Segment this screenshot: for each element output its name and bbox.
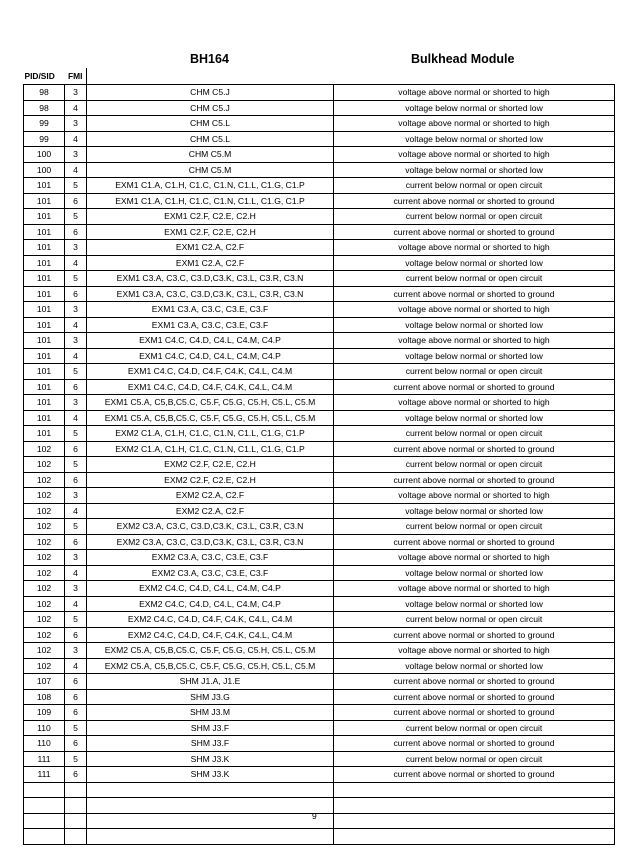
table-header-row <box>24 68 615 85</box>
fmi-cell <box>65 813 87 829</box>
fault-code-table <box>23 68 615 845</box>
connector-pins-cell: EXM1 C4.C, C4.D, C4.L, C4.M, C4.P <box>87 348 334 364</box>
table-row <box>24 751 615 767</box>
connector-pins-cell: EXM2 C3.A, C3.C, C3.D,C3.K, C3.L, C3.R, C3.N <box>87 534 334 550</box>
pid-sid-cell: 102 <box>24 488 65 504</box>
table-row <box>24 193 615 209</box>
connector-pins-cell: EXM1 C2.A, C2.F <box>87 240 334 256</box>
table-row <box>24 116 615 132</box>
fmi-cell: 6 <box>65 441 87 457</box>
connector-pins-cell: EXM2 C5.A, C5,B,C5.C, C5.F, C5.G, C5.H, C5.L, C5.M <box>87 658 334 674</box>
fmi-cell: 6 <box>65 286 87 302</box>
pid-sid-cell: 102 <box>24 550 65 566</box>
fmi-cell: 3 <box>65 116 87 132</box>
fault-description-cell: voltage above normal or shorted to high <box>334 240 615 256</box>
fmi-cell: 4 <box>65 565 87 581</box>
fault-description-cell: current above normal or shorted to ground <box>334 193 615 209</box>
fault-description-cell: current above normal or shorted to ground <box>334 534 615 550</box>
table-row <box>24 658 615 674</box>
pid-sid-cell: 101 <box>24 286 65 302</box>
connector-pins-cell: EXM2 C1.A, C1.H, C1.C, C1.N, C1.L, C1.G, C1.P <box>87 426 334 442</box>
fault-description-cell: current below normal or open circuit <box>334 426 615 442</box>
table-row <box>24 209 615 225</box>
pid-sid-cell: 102 <box>24 627 65 643</box>
pid-sid-cell: 111 <box>24 767 65 783</box>
fmi-cell: 3 <box>65 395 87 411</box>
table-row <box>24 379 615 395</box>
connector-pins-cell <box>87 829 334 845</box>
fmi-cell <box>65 798 87 814</box>
fault-description-cell: voltage above normal or shorted to high <box>334 581 615 597</box>
pid-sid-cell <box>24 813 65 829</box>
fault-description-cell: voltage below normal or shorted low <box>334 503 615 519</box>
fault-description-cell: voltage above normal or shorted to high <box>334 395 615 411</box>
connector-pins-cell: SHM J3.M <box>87 705 334 721</box>
pid-sid-cell: 110 <box>24 720 65 736</box>
col-header-fmi: FMI <box>65 68 87 85</box>
fmi-cell: 3 <box>65 240 87 256</box>
connector-pins-cell: SHM J1.A, J1.E <box>87 674 334 690</box>
fault-description-cell: voltage below normal or shorted low <box>334 317 615 333</box>
table-row <box>24 426 615 442</box>
connector-pins-cell <box>87 813 334 829</box>
table-row <box>24 100 615 116</box>
fmi-cell: 3 <box>65 147 87 163</box>
connector-pins-cell: CHM C5.J <box>87 85 334 101</box>
connector-pins-cell: EXM1 C3.A, C3.C, C3.D,C3.K, C3.L, C3.R, C3.N <box>87 286 334 302</box>
fmi-cell: 6 <box>65 472 87 488</box>
fmi-cell: 4 <box>65 131 87 147</box>
table-row <box>24 457 615 473</box>
fmi-cell: 5 <box>65 519 87 535</box>
connector-pins-cell: EXM2 C2.F, C2.E, C2.H <box>87 457 334 473</box>
fault-description-cell: current below normal or open circuit <box>334 457 615 473</box>
table-row <box>24 441 615 457</box>
fault-description-cell: current above normal or shorted to ground <box>334 379 615 395</box>
table-row <box>24 286 615 302</box>
table-row <box>24 519 615 535</box>
connector-pins-cell: EXM2 C3.A, C3.C, C3.E, C3.F <box>87 550 334 566</box>
fmi-cell: 6 <box>65 224 87 240</box>
pid-sid-cell: 102 <box>24 534 65 550</box>
fmi-cell <box>65 782 87 798</box>
table-row <box>24 705 615 721</box>
col-header-blank <box>87 68 334 85</box>
fault-description-cell: voltage below normal or shorted low <box>334 410 615 426</box>
fault-description-cell: voltage above normal or shorted to high <box>334 643 615 659</box>
table-row <box>24 271 615 287</box>
fmi-cell: 6 <box>65 627 87 643</box>
pid-sid-cell: 102 <box>24 457 65 473</box>
pid-sid-cell: 102 <box>24 472 65 488</box>
connector-pins-cell: EXM2 C4.C, C4.D, C4.L, C4.M, C4.P <box>87 596 334 612</box>
pid-sid-cell: 102 <box>24 643 65 659</box>
fault-description-cell: current above normal or shorted to ground <box>334 674 615 690</box>
connector-pins-cell: EXM2 C4.C, C4.D, C4.F, C4.K, C4.L, C4.M <box>87 612 334 628</box>
pid-sid-cell: 101 <box>24 395 65 411</box>
table-row <box>24 364 615 380</box>
connector-pins-cell: EXM1 C4.C, C4.D, C4.F, C4.K, C4.L, C4.M <box>87 364 334 380</box>
pid-sid-cell: 102 <box>24 441 65 457</box>
pid-sid-cell: 100 <box>24 162 65 178</box>
connector-pins-cell: EXM1 C5.A, C5,B,C5.C, C5.F, C5.G, C5.H, C5.L, C5.M <box>87 395 334 411</box>
fault-description-cell: current above normal or shorted to ground <box>334 224 615 240</box>
fault-description-cell: current above normal or shorted to ground <box>334 627 615 643</box>
table-row <box>24 565 615 581</box>
pid-sid-cell: 101 <box>24 240 65 256</box>
table-row <box>24 627 615 643</box>
fault-description-cell: voltage below normal or shorted low <box>334 596 615 612</box>
fmi-cell: 6 <box>65 193 87 209</box>
pid-sid-cell: 102 <box>24 503 65 519</box>
fmi-cell: 5 <box>65 364 87 380</box>
connector-pins-cell: SHM J3.K <box>87 767 334 783</box>
fault-description-cell: current above normal or shorted to ground <box>334 736 615 752</box>
table-row <box>24 596 615 612</box>
fmi-cell: 5 <box>65 209 87 225</box>
pid-sid-cell: 98 <box>24 100 65 116</box>
table-row <box>24 240 615 256</box>
connector-pins-cell: CHM C5.L <box>87 131 334 147</box>
connector-pins-cell: EXM2 C2.A, C2.F <box>87 488 334 504</box>
fmi-cell: 6 <box>65 379 87 395</box>
pid-sid-cell: 101 <box>24 426 65 442</box>
connector-pins-cell: SHM J3.G <box>87 689 334 705</box>
pid-sid-cell: 101 <box>24 364 65 380</box>
connector-pins-cell: SHM J3.K <box>87 751 334 767</box>
fmi-cell: 4 <box>65 503 87 519</box>
fault-description-cell <box>334 829 615 845</box>
fmi-cell: 4 <box>65 410 87 426</box>
module-code-title: BH164 <box>190 52 229 66</box>
table-row <box>24 736 615 752</box>
table-row <box>24 178 615 194</box>
pid-sid-cell: 109 <box>24 705 65 721</box>
connector-pins-cell: EXM1 C2.F, C2.E, C2.H <box>87 209 334 225</box>
connector-pins-cell: SHM J3.F <box>87 720 334 736</box>
table-row <box>24 147 615 163</box>
fmi-cell: 3 <box>65 581 87 597</box>
pid-sid-cell: 101 <box>24 317 65 333</box>
pid-sid-cell: 101 <box>24 178 65 194</box>
fault-description-cell: current below normal or open circuit <box>334 209 615 225</box>
fault-description-cell: voltage below normal or shorted low <box>334 131 615 147</box>
fmi-cell: 3 <box>65 488 87 504</box>
table-row <box>24 720 615 736</box>
col-header-pid-sid: PID/SID <box>24 68 65 85</box>
fault-description-cell: current above normal or shorted to ground <box>334 767 615 783</box>
table-row <box>24 131 615 147</box>
connector-pins-cell: CHM C5.M <box>87 162 334 178</box>
table-row <box>24 689 615 705</box>
fmi-cell: 3 <box>65 302 87 318</box>
table-row <box>24 348 615 364</box>
col-header-blank <box>334 68 615 85</box>
pid-sid-cell <box>24 798 65 814</box>
fmi-cell: 5 <box>65 457 87 473</box>
fault-description-cell: voltage above normal or shorted to high <box>334 550 615 566</box>
table-row <box>24 302 615 318</box>
table-row <box>24 224 615 240</box>
fault-description-cell: current below normal or open circuit <box>334 720 615 736</box>
fmi-cell: 4 <box>65 255 87 271</box>
connector-pins-cell: CHM C5.M <box>87 147 334 163</box>
fault-description-cell: current below normal or open circuit <box>334 612 615 628</box>
table-row <box>24 829 615 845</box>
table-row <box>24 581 615 597</box>
fault-description-cell: voltage above normal or shorted to high <box>334 302 615 318</box>
fmi-cell: 5 <box>65 271 87 287</box>
pid-sid-cell <box>24 782 65 798</box>
fmi-cell: 4 <box>65 348 87 364</box>
fmi-cell: 6 <box>65 689 87 705</box>
table-row <box>24 674 615 690</box>
table-row <box>24 767 615 783</box>
pid-sid-cell: 99 <box>24 116 65 132</box>
fmi-cell: 4 <box>65 162 87 178</box>
fmi-cell: 5 <box>65 178 87 194</box>
pid-sid-cell: 101 <box>24 193 65 209</box>
pid-sid-cell: 102 <box>24 612 65 628</box>
fault-description-cell: voltage above normal or shorted to high <box>334 488 615 504</box>
table-row <box>24 488 615 504</box>
fmi-cell: 6 <box>65 705 87 721</box>
fmi-cell: 4 <box>65 658 87 674</box>
fault-description-cell: current above normal or shorted to ground <box>334 689 615 705</box>
fmi-cell: 6 <box>65 674 87 690</box>
table-row <box>24 317 615 333</box>
connector-pins-cell: EXM2 C4.C, C4.D, C4.F, C4.K, C4.L, C4.M <box>87 627 334 643</box>
connector-pins-cell: EXM1 C5.A, C5,B,C5.C, C5.F, C5.G, C5.H, C5.L, C5.M <box>87 410 334 426</box>
connector-pins-cell: EXM1 C3.A, C3.C, C3.E, C3.F <box>87 302 334 318</box>
pid-sid-cell <box>24 829 65 845</box>
fmi-cell: 3 <box>65 333 87 349</box>
pid-sid-cell: 102 <box>24 565 65 581</box>
fault-description-cell: current above normal or shorted to ground <box>334 705 615 721</box>
fmi-cell: 6 <box>65 736 87 752</box>
fmi-cell: 6 <box>65 534 87 550</box>
pid-sid-cell: 111 <box>24 751 65 767</box>
table-row <box>24 643 615 659</box>
connector-pins-cell: EXM2 C2.A, C2.F <box>87 503 334 519</box>
pid-sid-cell: 102 <box>24 596 65 612</box>
fault-description-cell: voltage above normal or shorted to high <box>334 147 615 163</box>
connector-pins-cell: EXM1 C4.C, C4.D, C4.F, C4.K, C4.L, C4.M <box>87 379 334 395</box>
fmi-cell: 6 <box>65 767 87 783</box>
connector-pins-cell: EXM2 C4.C, C4.D, C4.L, C4.M, C4.P <box>87 581 334 597</box>
fault-description-cell: voltage below normal or shorted low <box>334 255 615 271</box>
connector-pins-cell: EXM1 C1.A, C1.H, C1.C, C1.N, C1.L, C1.G, C1.P <box>87 193 334 209</box>
pid-sid-cell: 108 <box>24 689 65 705</box>
fmi-cell: 3 <box>65 550 87 566</box>
module-name-title: Bulkhead Module <box>411 52 515 66</box>
pid-sid-cell: 101 <box>24 348 65 364</box>
table-row <box>24 333 615 349</box>
pid-sid-cell: 101 <box>24 379 65 395</box>
table-row <box>24 410 615 426</box>
fmi-cell: 5 <box>65 751 87 767</box>
connector-pins-cell: CHM C5.J <box>87 100 334 116</box>
connector-pins-cell: EXM2 C5.A, C5,B,C5.C, C5.F, C5.G, C5.H, C5.L, C5.M <box>87 643 334 659</box>
pid-sid-cell: 102 <box>24 581 65 597</box>
fault-description-cell <box>334 813 615 829</box>
table-row <box>24 85 615 101</box>
fault-description-cell: current below normal or open circuit <box>334 519 615 535</box>
fmi-cell: 5 <box>65 720 87 736</box>
table-row <box>24 550 615 566</box>
pid-sid-cell: 101 <box>24 224 65 240</box>
pid-sid-cell: 102 <box>24 658 65 674</box>
table-row <box>24 782 615 798</box>
table-row <box>24 534 615 550</box>
table-row <box>24 798 615 814</box>
fault-description-cell: current above normal or shorted to ground <box>334 286 615 302</box>
fault-description-cell: current below normal or open circuit <box>334 751 615 767</box>
pid-sid-cell: 101 <box>24 271 65 287</box>
fault-description-cell: voltage above normal or shorted to high <box>334 85 615 101</box>
fault-description-cell: voltage below normal or shorted low <box>334 658 615 674</box>
fault-description-cell: voltage below normal or shorted low <box>334 348 615 364</box>
connector-pins-cell: EXM1 C3.A, C3.C, C3.D,C3.K, C3.L, C3.R, C3.N <box>87 271 334 287</box>
fmi-cell: 4 <box>65 596 87 612</box>
connector-pins-cell <box>87 782 334 798</box>
table-row <box>24 255 615 271</box>
pid-sid-cell: 98 <box>24 85 65 101</box>
fmi-cell: 5 <box>65 612 87 628</box>
connector-pins-cell: EXM1 C3.A, C3.C, C3.E, C3.F <box>87 317 334 333</box>
fmi-cell: 4 <box>65 317 87 333</box>
fault-description-cell <box>334 798 615 814</box>
table-row <box>24 395 615 411</box>
fmi-cell <box>65 829 87 845</box>
page-number: 9 <box>312 811 317 821</box>
pid-sid-cell: 101 <box>24 255 65 271</box>
fault-description-cell: current above normal or shorted to ground <box>334 472 615 488</box>
pid-sid-cell: 99 <box>24 131 65 147</box>
fault-description-cell: current below normal or open circuit <box>334 364 615 380</box>
fault-description-cell: current below normal or open circuit <box>334 178 615 194</box>
pid-sid-cell: 107 <box>24 674 65 690</box>
pid-sid-cell: 101 <box>24 333 65 349</box>
pid-sid-cell: 110 <box>24 736 65 752</box>
connector-pins-cell: EXM1 C2.A, C2.F <box>87 255 334 271</box>
connector-pins-cell: EXM1 C1.A, C1.H, C1.C, C1.N, C1.L, C1.G, C1.P <box>87 178 334 194</box>
fmi-cell: 3 <box>65 85 87 101</box>
connector-pins-cell: SHM J3.F <box>87 736 334 752</box>
connector-pins-cell: EXM1 C2.F, C2.E, C2.H <box>87 224 334 240</box>
pid-sid-cell: 101 <box>24 302 65 318</box>
connector-pins-cell: EXM2 C3.A, C3.C, C3.E, C3.F <box>87 565 334 581</box>
fmi-cell: 3 <box>65 643 87 659</box>
table-row <box>24 162 615 178</box>
table-row <box>24 813 615 829</box>
pid-sid-cell: 101 <box>24 410 65 426</box>
connector-pins-cell: EXM2 C2.F, C2.E, C2.H <box>87 472 334 488</box>
fault-description-cell: current above normal or shorted to ground <box>334 441 615 457</box>
fault-description-cell: voltage below normal or shorted low <box>334 162 615 178</box>
fault-description-cell <box>334 782 615 798</box>
fmi-cell: 5 <box>65 426 87 442</box>
connector-pins-cell: EXM2 C3.A, C3.C, C3.D,C3.K, C3.L, C3.R, C3.N <box>87 519 334 535</box>
pid-sid-cell: 100 <box>24 147 65 163</box>
table-row <box>24 612 615 628</box>
fault-description-cell: voltage below normal or shorted low <box>334 100 615 116</box>
fault-description-cell: current below normal or open circuit <box>334 271 615 287</box>
connector-pins-cell: CHM C5.L <box>87 116 334 132</box>
fault-description-cell: voltage above normal or shorted to high <box>334 116 615 132</box>
fmi-cell: 4 <box>65 100 87 116</box>
fault-description-cell: voltage below normal or shorted low <box>334 565 615 581</box>
pid-sid-cell: 102 <box>24 519 65 535</box>
connector-pins-cell: EXM2 C1.A, C1.H, C1.C, C1.N, C1.L, C1.G, C1.P <box>87 441 334 457</box>
pid-sid-cell: 101 <box>24 209 65 225</box>
table-row <box>24 503 615 519</box>
connector-pins-cell: EXM1 C4.C, C4.D, C4.L, C4.M, C4.P <box>87 333 334 349</box>
table-row <box>24 472 615 488</box>
connector-pins-cell <box>87 798 334 814</box>
fault-description-cell: voltage above normal or shorted to high <box>334 333 615 349</box>
